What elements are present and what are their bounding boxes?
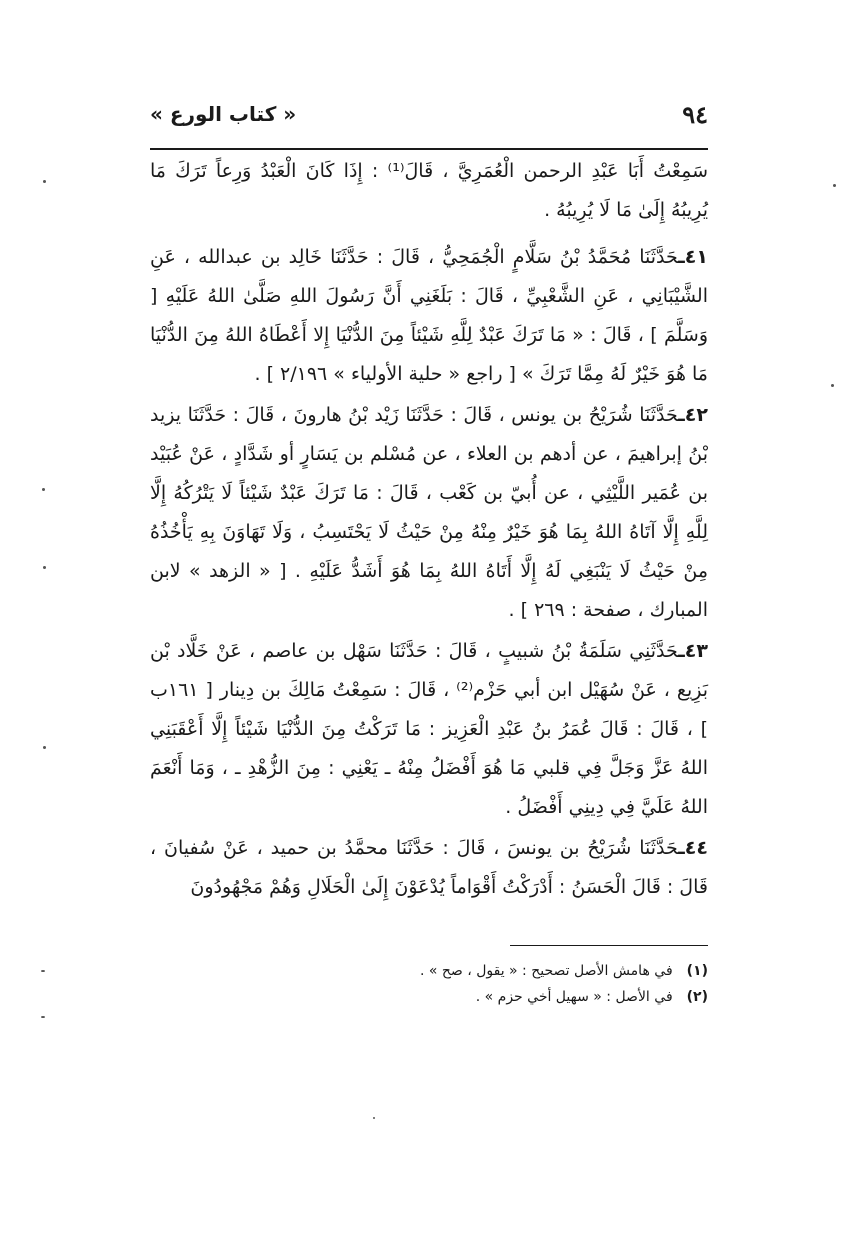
paragraph-continuation	[150, 152, 708, 230]
scan-speck	[833, 184, 836, 187]
hadith-number: ٤١ـ	[678, 246, 708, 268]
main-text	[150, 152, 708, 909]
scan-speck	[41, 1016, 45, 1018]
scan-speck	[373, 1117, 375, 1119]
hadith-44	[150, 829, 708, 907]
scan-speck	[43, 180, 46, 183]
footnote-2	[150, 984, 708, 1010]
footnotes	[150, 958, 708, 1010]
scan-speck	[43, 566, 46, 569]
hadith-number: ٤٣ـ	[678, 640, 708, 662]
scan-speck	[42, 488, 45, 491]
footnote-mark: (١)	[686, 963, 708, 979]
running-title: « كتاب الورع »	[150, 102, 297, 126]
hadith-43	[150, 632, 708, 827]
footnote-1	[150, 958, 708, 984]
page-number: ٩٤	[682, 100, 708, 129]
footnote-text: في هامش الأصل تصحيح : « يقول ، صح » .	[419, 963, 673, 979]
paragraph-text: سَمِعْتُ أَبَا عَبْدِ الرحمن الْعُمَرِيَّ ، قَالَ⁽¹⁾ : إِذَا كَانَ الْعَبْدُ وَرِعاً تَرَكَ مَا يُرِيبُهُ إِلَىٰ مَا لَا يُرِيبُهُ .	[150, 160, 709, 221]
footnote-text: في الأصل : « سهيل أخي حزم » .	[475, 989, 673, 1005]
page-header	[150, 100, 708, 140]
scan-speck	[41, 970, 45, 972]
paragraph-text: حَدَّثَنَا شُرَيْحُ بن يونسَ ، قَالَ : حَدَّثَنَا محمَّدُ بن حميد ، عَنْ سُفيانَ ، قَالَ : قَالَ الْحَسَنُ : أَدْرَكْتُ أَقْوَاماً يُدْعَوْنَ إِلَىٰ الْحَلَالِ وَهُمْ مَجْهُودُونَ	[150, 837, 708, 898]
scan-speck	[43, 746, 46, 749]
hadith-number: ٤٤ـ	[678, 837, 708, 859]
paragraph-text: حَدَّثَنَا شُرَيْحُ بن يونس ، قَالَ : حَدَّثَنَا زَيْد بْنُ هارونَ ، قَالَ : حَدَّثَنَا يزيد بْنُ إبراهيمَ ، عن أدهم بن العلاء ، عن مُسْلم بن يَسَارٍ أو شَدَّادٍ ، عَنْ عُبَيْد بن عُمَير اللَّيْثِي ، عن أُبيّ بن كَعْب ، قَالَ : مَا تَرَكَ عَبْدٌ شَيْئاً لَا يَتْرُكُهُ إِلَّا لِلَّهِ إِلَّا آتَاهُ اللهُ بِمَا هُوَ خَيْرٌ مِنْهُ مِنْ حَيْثُ لَا يَحْتَسِبُ ، وَلَا تَهَاوَنَ بِهِ يَأْخُذُهُ مِنْ حَيْثُ لَا يَنْبَغِي لَهُ إِلَّا أَتَاهُ اللهُ بِمَا هُوَ أَشَدُّ عَلَيْهِ . [ « الزهد » لابن المبارك ، صفحة : ٢٦٩ ] .	[150, 404, 708, 621]
hadith-42	[150, 396, 708, 630]
scan-speck	[831, 384, 834, 387]
hadith-number: ٤٢ـ	[678, 404, 708, 426]
header-rule	[150, 148, 708, 150]
paragraph-text: حَدَّثَنَا مُحَمَّدُ بْنُ سَلَّامٍ الْجُمَحِيُّ ، قَالَ : حَدَّثَنَا خَالِد بن عبدالله ، عَنِ الشَّيْبَانِي ، عَنِ الشَّعْبِيِّ ، قَالَ : بَلَغَنِي أَنَّ رَسُولَ اللهِ صَلَّىٰ اللهُ عَلَيْهِ [ وَسَلَّمَ ] ، قَالَ : « مَا تَرَكَ عَبْدٌ لِلَّهِ شَيْئاً مِنَ الدُّنْيَا إِلا أَعْطَاهُ اللهُ مِنَ الدُّنْيَا مَا هُوَ خَيْرٌ لَهُ مِمَّا تَرَكَ » [ راجع « حلية الأولياء » ٢/١٩٦ ] .	[150, 246, 708, 385]
footnote-rule	[510, 945, 708, 946]
paragraph-text: حَدَّثَنِي سَلَمَةُ بْنُ شبيبٍ ، قَالَ : حَدَّثَنَا سَهْل بن عاصم ، عَنْ خَلَّاد بْن بَزِيع ، عَنْ سُهَيْل ابن أبي حَزْم⁽²⁾ ، قَالَ : سَمِعْتُ مَالِكَ بن دِينار [ ١٦١ب ] ، قَالَ : قَالَ عُمَرُ بنُ عَبْدِ الْعَزِيز : مَا تَرَكْتُ مِنَ الدُّنْيَا شَيْئاً إِلَّا أَعْقَبَنِي اللهُ عَزَّ وَجَلَّ فِي قلبي مَا هُوَ أَفْضَلُ مِنْهُ ـ يَعْنِي : مِنَ الزُّهْدِ ـ ، وَمَا أَنْعَمَ اللهُ عَلَيَّ فِي دِينِي أَفْضَلُ .	[150, 640, 708, 818]
hadith-41	[150, 238, 708, 394]
footnote-mark: (٢)	[686, 989, 708, 1005]
